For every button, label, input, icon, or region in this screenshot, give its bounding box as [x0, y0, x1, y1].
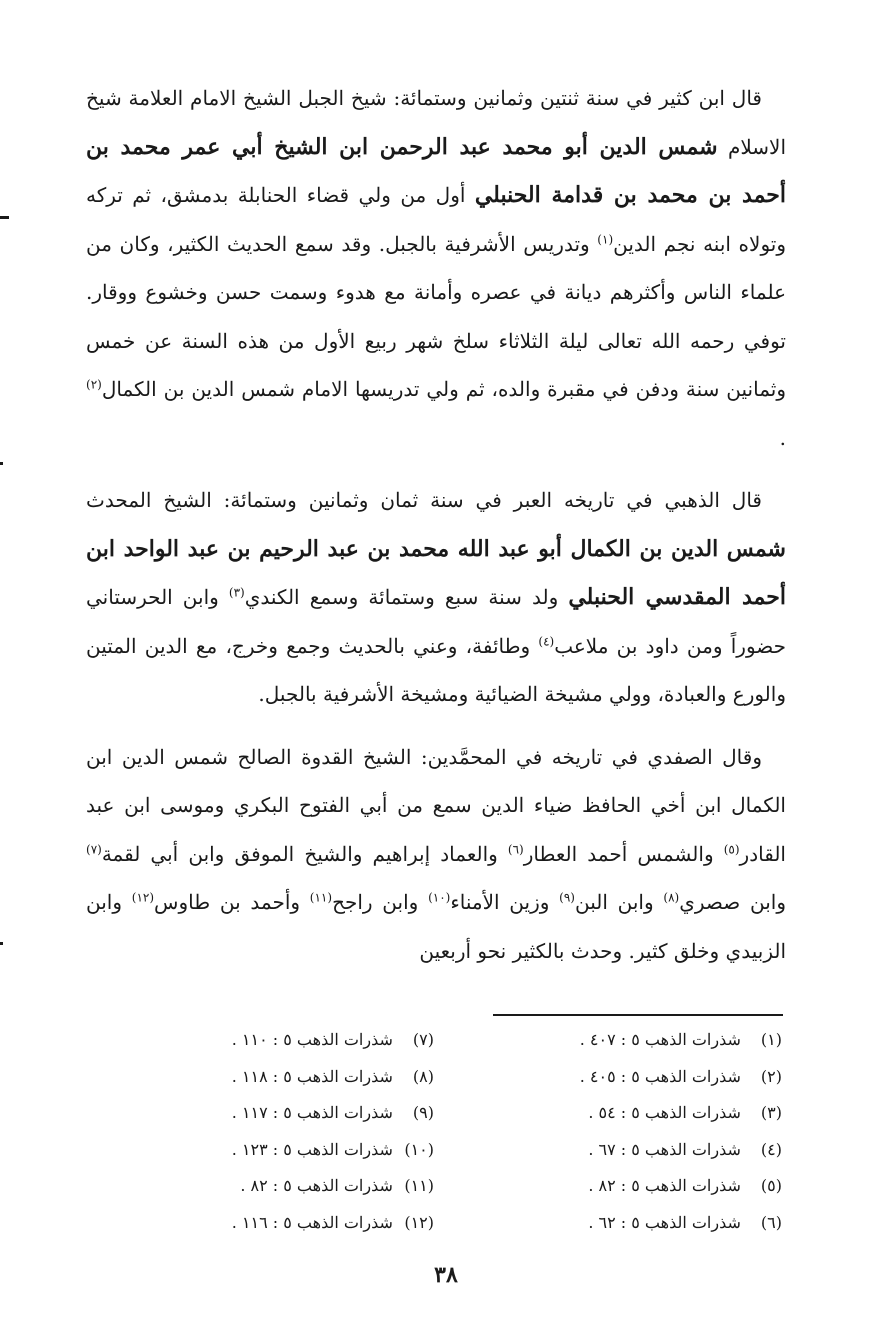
text-run: وابن صصري [679, 890, 786, 914]
text-run: وتدريس الأشرفية بالجبل. وقد سمع الحديث الكثير، وكان من علماء الناس وأكثرهم ديانة في عصره وأمانة مع هدوء وسمت حسن وخشوع ووقار. توفي رحمه الله تعالى ليلة الثلاثاء سلخ شهر ربيع الأول من هذه السنة عن خمس وثمانين سنة ودفن في مقبرة والده، ثم ولي تدريسها الامام شمس الدين بن الكمال [86, 231, 786, 401]
text-run: وطائفة، وعني بالحديث وجمع وخرج، مع الدين المتين والورع والعبادة، وولي مشيخة الضيائية ومشيخة الأشرفية بالجبل. [86, 633, 786, 706]
footnote-item [522, 1132, 782, 1169]
footnote-ref: (٣) [228, 585, 245, 600]
footnotes-column-left [174, 1022, 434, 1241]
footnote-text: شذرات الذهب ٥ : ١٢٣ . [231, 1139, 393, 1159]
footnote-number: (٣) [760, 1103, 782, 1122]
footnote-text: شذرات الذهب ٥ : ٨٢ . [588, 1176, 741, 1195]
text-run: قال الذهبي في تاريخه العبر في سنة ثمان وثمانين وستمائة: الشيخ المحدث [86, 488, 762, 512]
footnote-item [174, 1095, 434, 1132]
footnote-number: (١١) [404, 1176, 434, 1195]
bold-name: شمس الدين أبو محمد عبد الرحمن ابن الشيخ أبي عمر محمد بن أحمد بن محمد بن قدامة الحنبلي [86, 133, 786, 208]
paragraph [86, 733, 786, 976]
footnote-text: شذرات الذهب ٥ : ٥٤ . [588, 1103, 741, 1122]
page-number: ٣٨ [434, 1262, 458, 1288]
paragraph [86, 74, 786, 462]
footnote-item [522, 1095, 782, 1132]
footnote-ref: (٦) [507, 841, 524, 856]
footnote-ref: (٩) [559, 890, 575, 905]
footnote-text: شذرات الذهب ٥ : ١١٧ . [231, 1103, 393, 1122]
scan-margin-mark [0, 216, 9, 219]
text-run: والعماد إبراهيم والشيخ الموفق وابن أبي لقمة [101, 841, 508, 866]
text-run: قال ابن كثير في سنة ثنتين وثمانين وستمائة: شيخ الجبل الشيخ الامام العلامة شيخ الاسلام [86, 86, 787, 159]
footnote-text: شذرات الذهب ٥ : ١١٠ . [231, 1030, 393, 1049]
footnote-item [174, 1022, 434, 1059]
footnote-number: (٩) [412, 1103, 434, 1122]
text-run: أول من ولي قضاء الحنابلة بدمشق، ثم تركه وتولاه ابنه نجم الدين [86, 183, 786, 256]
footnote-item [174, 1168, 434, 1205]
scan-margin-mark [0, 942, 3, 945]
footnote-text: شذرات الذهب ٥ : ٦٢ . [588, 1212, 741, 1232]
text-run: وابن الحرستاني حضوراً ومن داود بن ملاعب [86, 585, 786, 658]
footnote-ref: (١٢) [131, 890, 155, 905]
footnote-separator [493, 1014, 783, 1016]
footnote-text: شذرات الذهب ٥ : ٨٢ . [240, 1176, 393, 1195]
text-run: . [779, 425, 786, 450]
footnote-ref: (٢) [86, 377, 102, 392]
footnote-item [174, 1059, 434, 1096]
footnote-ref: (٤) [538, 633, 555, 648]
footnote-number: (٨) [412, 1066, 434, 1086]
footnote-number: (٦) [760, 1212, 782, 1232]
text-run: وزين الأمناء [450, 890, 560, 914]
footnote-text: شذرات الذهب ٥ : ١١٨ . [231, 1066, 393, 1086]
footnote-item [522, 1205, 782, 1242]
text-run: وابن الزبيدي وخلق كثير. وحدث بالكثير نحو أربعين [86, 890, 786, 963]
footnote-number: (١) [760, 1030, 782, 1049]
paragraph [86, 476, 786, 719]
bold-name: شمس الدين بن الكمال أبو عبد الله محمد بن عبد الرحيم بن عبد الواحد ابن أحمد المقدسي الحنبلي [86, 535, 786, 610]
text-run: وابن راجح [332, 890, 429, 914]
text-run: وابن البن [574, 890, 664, 914]
text-run: ولد سنة سبع وستمائة وسمع الكندي [244, 585, 569, 609]
footnote-number: (٥) [760, 1176, 782, 1195]
text-run: وقال الصفدي في تاريخه في المحمَّدين: الشيخ القدوة الصالح شمس الدين ابن الكمال ابن أخي الحافظ ضياء الدين سمع من أبي الفتوح البكري وموسى ابن عبد القادر [86, 744, 786, 866]
footnote-ref: (١٠) [428, 890, 451, 905]
scan-margin-mark [0, 462, 3, 465]
text-run: وأحمد بن طاوس [154, 890, 310, 914]
footnote-item [174, 1132, 434, 1169]
footnote-text: شذرات الذهب ٥ : ٦٧ . [588, 1139, 741, 1159]
footnote-number: (٧) [412, 1030, 434, 1049]
footnote-ref: (٨) [663, 890, 680, 905]
footnote-item [174, 1205, 434, 1242]
body-text [86, 74, 786, 975]
footnote-ref: (٧) [86, 841, 102, 856]
footnote-number: (١٠) [404, 1139, 434, 1159]
footnote-ref: (١١) [309, 890, 333, 905]
footnote-ref: (٥) [723, 841, 740, 856]
footnotes-column-right [522, 1022, 782, 1241]
footnote-number: (٢) [760, 1066, 782, 1086]
footnote-text: شذرات الذهب ٥ : ٤٠٧ . [579, 1030, 741, 1049]
footnote-item [522, 1059, 782, 1096]
footnote-item [522, 1022, 782, 1059]
footnote-text: شذرات الذهب ٥ : ١١٦ . [231, 1212, 393, 1232]
footnote-item [522, 1168, 782, 1205]
text-run: والشمس أحمد العطار [523, 841, 724, 866]
footnote-text: شذرات الذهب ٥ : ٤٠٥ . [579, 1066, 741, 1086]
footnote-number: (١٢) [404, 1212, 434, 1232]
footnote-ref: (١) [597, 231, 614, 246]
footnote-number: (٤) [760, 1139, 782, 1159]
